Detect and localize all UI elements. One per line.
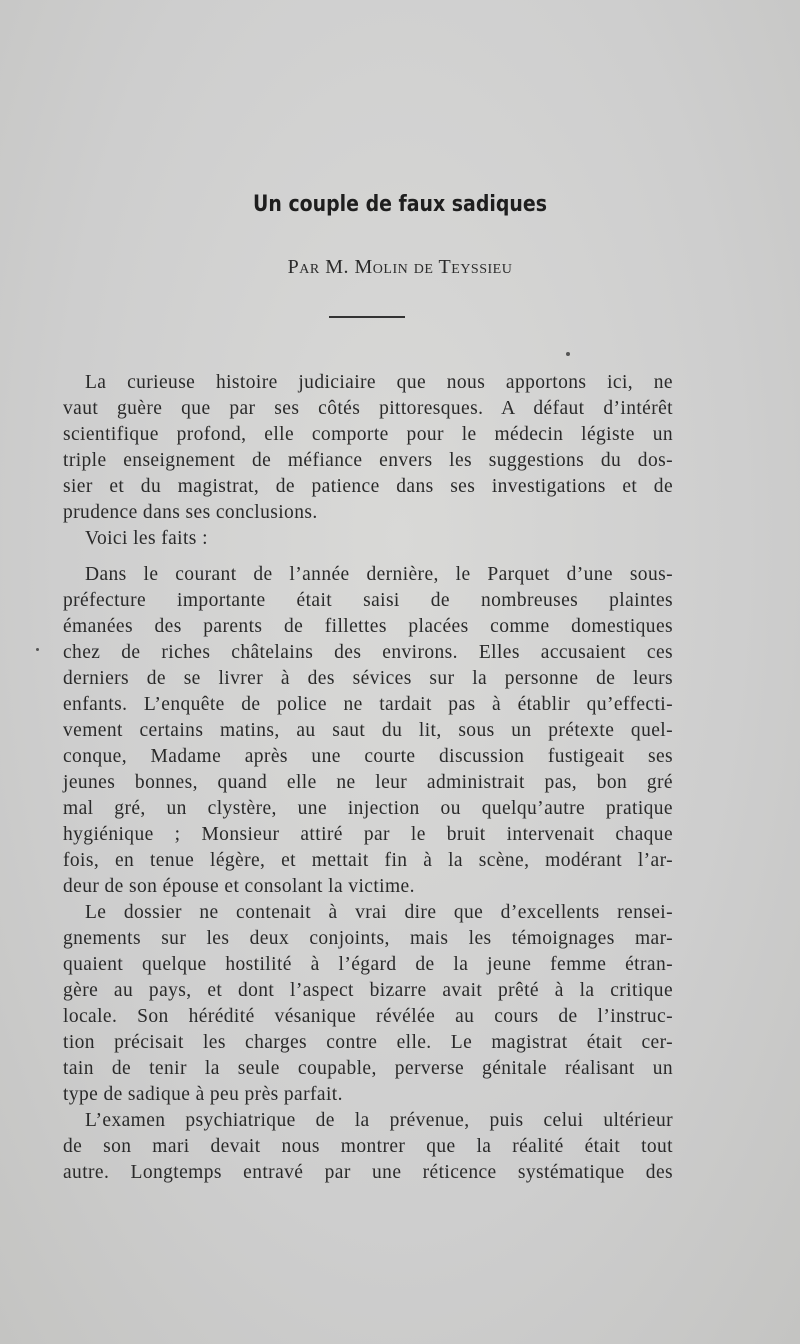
text-line: fois, en tenue légère, et mettait fin à la scène, modérant l’ar- [63, 850, 673, 871]
text-line: sier et du magistrat, de patience dans ses investigations et de [63, 476, 673, 497]
text-line: quaient quelque hostilité à l’égard de la jeune femme étran- [63, 954, 673, 975]
text-line: gnements sur les deux conjoints, mais les témoignages mar- [63, 928, 673, 949]
text-line: gère au pays, et dont l’aspect bizarre avait prêté à la critique [63, 980, 673, 1001]
text-line: vement certains matins, au saut du lit, sous un prétexte quel- [63, 720, 673, 741]
text-line: conque, Madame après une courte discussion fustigeait ses [63, 746, 673, 767]
print-speck [36, 648, 39, 651]
text-line: triple enseignement de méfiance envers les suggestions du dos- [63, 450, 673, 471]
text-line: enfants. L’enquête de police ne tardait pas à établir qu’effecti- [63, 694, 673, 715]
article-body [63, 370, 673, 1186]
title-divider [329, 316, 405, 318]
print-speck [566, 352, 570, 356]
text-line: de son mari devait nous montrer que la réalité était tout [63, 1136, 673, 1157]
text-line: prudence dans ses conclusions. [63, 502, 318, 523]
text-line: Le dossier ne contenait à vrai dire que d’excellents rensei- [85, 902, 673, 923]
text-line: émanées des parents de fillettes placées comme domestiques [63, 616, 673, 637]
text-line: hygiénique ; Monsieur attiré par le bruit intervenait chaque [63, 824, 673, 845]
text-line: Voici les faits : [85, 528, 208, 549]
article-byline: Par M. Molin de Teyssieu [287, 256, 513, 278]
text-line: autre. Longtemps entravé par une réticence systématique des [63, 1162, 673, 1183]
text-line: préfecture importante était saisi de nombreuses plaintes [63, 590, 673, 611]
text-line: scientifique profond, elle comporte pour le médecin légiste un [63, 424, 673, 445]
text-line: La curieuse histoire judiciaire que nous apportons ici, ne [85, 372, 673, 393]
text-line: L’examen psychiatrique de la prévenue, puis celui ultérieur [85, 1110, 673, 1131]
text-line: type de sadique à peu près parfait. [63, 1084, 343, 1105]
text-line: Dans le courant de l’année dernière, le Parquet d’une sous- [85, 564, 673, 585]
text-line: derniers de se livrer à des sévices sur la personne de leurs [63, 668, 673, 689]
text-line: vaut guère que par ses côtés pittoresques. A défaut d’intérêt [63, 398, 673, 419]
text-line: locale. Son hérédité vésanique révélée au cours de l’instruc- [63, 1006, 673, 1027]
article-title: Un couple de faux sadiques [253, 192, 547, 217]
text-line: chez de riches châtelains des environs. Elles accusaient ces [63, 642, 673, 663]
paragraph-gap [63, 552, 673, 562]
text-line: jeunes bonnes, quand elle ne leur administrait pas, bon gré [63, 772, 673, 793]
text-line: tion précisait les charges contre elle. Le magistrat était cer- [63, 1032, 673, 1053]
text-line: tain de tenir la seule coupable, perverse génitale réalisant un [63, 1058, 673, 1079]
text-line: mal gré, un clystère, une injection ou quelqu’autre pratique [63, 798, 673, 819]
text-line: deur de son épouse et consolant la victime. [63, 876, 415, 897]
